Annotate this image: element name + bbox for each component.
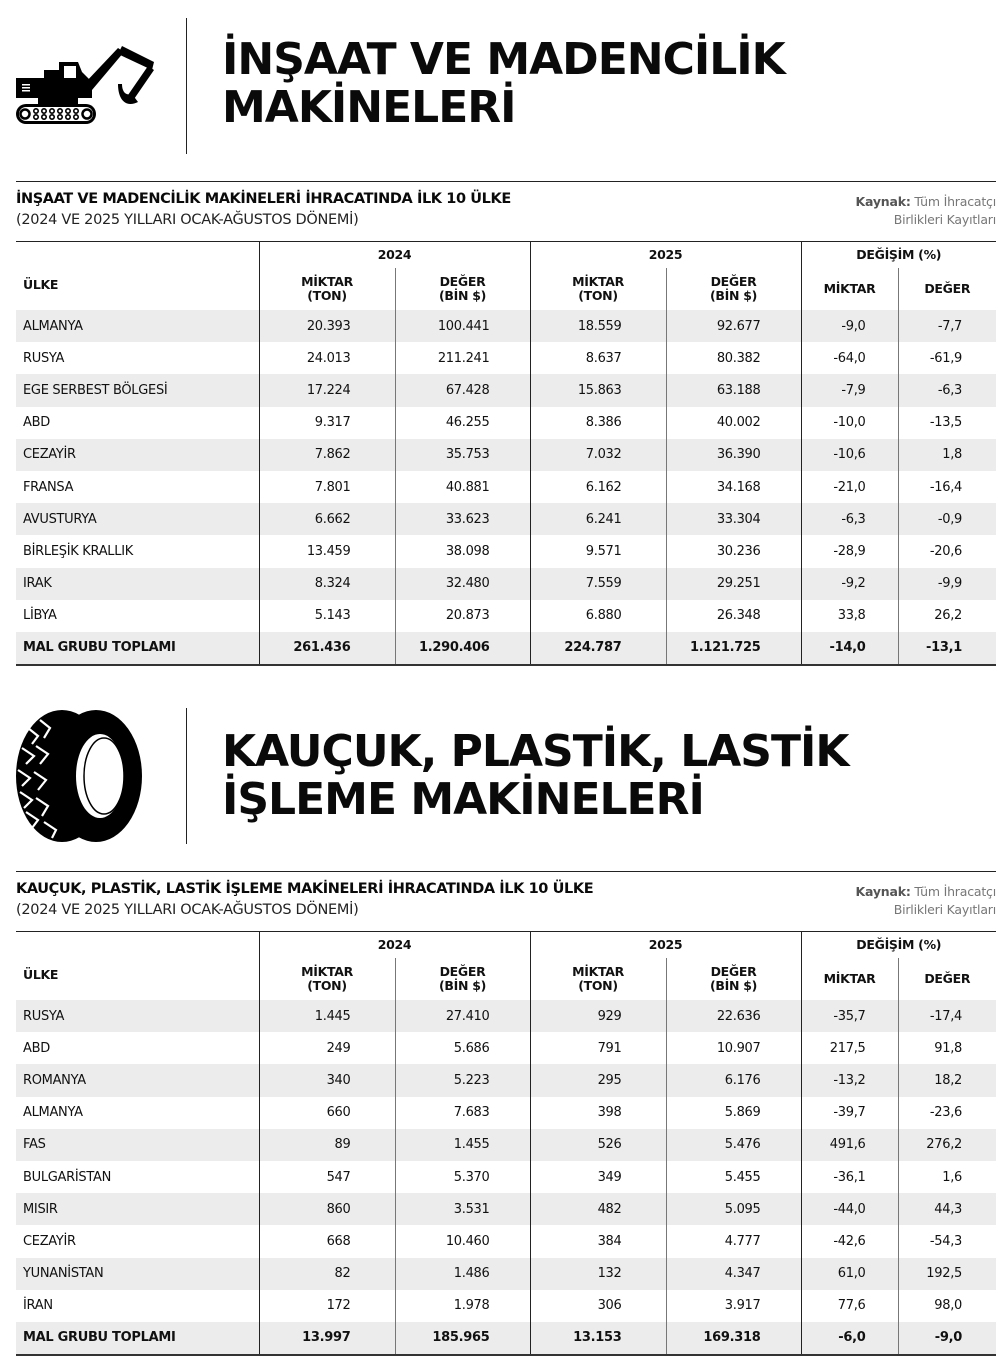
- cell-val-2025: 169.318: [666, 1322, 801, 1355]
- table-row: [16, 1193, 996, 1225]
- header-year-2024: 2024: [259, 932, 530, 959]
- cell-val-2025: 33.304: [666, 503, 801, 535]
- header-val-line1: DEĞER: [710, 274, 757, 289]
- cell-val-2024: 5.223: [395, 1064, 530, 1096]
- header-qty-2024: [259, 268, 395, 310]
- cell-country: IRAK: [16, 568, 259, 600]
- cell-change-val: 276,2: [898, 1129, 996, 1161]
- cell-country: MAL GRUBU TOPLAMI: [16, 632, 259, 665]
- cell-qty-2024: 24.013: [259, 342, 395, 374]
- cell-qty-2024: 82: [259, 1258, 395, 1290]
- cell-country: LİBYA: [23, 608, 57, 624]
- cell-val-2024: 3.531: [395, 1193, 530, 1225]
- table-row: [16, 1064, 996, 1096]
- header-val-2025: [666, 268, 801, 310]
- cell-val-2025: 4.347: [666, 1258, 801, 1290]
- cell-change-qty: -9,2: [801, 568, 898, 600]
- cell-change-qty: -14,0: [801, 632, 898, 665]
- cell-qty-2024: 8.324: [259, 568, 395, 600]
- cell-val-2024: 1.978: [395, 1290, 530, 1322]
- cell-val-2024: 5.370: [395, 1161, 530, 1193]
- cell-country: MISIR: [16, 1193, 259, 1225]
- cell-qty-2025: 8.637: [530, 342, 666, 374]
- header-change-val: DEĞER: [898, 268, 996, 310]
- cell-change-val: -9,9: [898, 568, 996, 600]
- cell-val-2024: 33.623: [395, 503, 530, 535]
- cell-qty-2025: 9.571: [530, 535, 666, 567]
- header-qty-line1: MİKTAR: [572, 274, 624, 289]
- header-qty-line2: (TON): [578, 978, 618, 993]
- table-row: [16, 1000, 996, 1032]
- cell-country: BULGARİSTAN: [23, 1169, 112, 1185]
- table-row: [16, 1225, 996, 1257]
- header-val-2024: [395, 268, 530, 310]
- cell-qty-2025: 791: [530, 1032, 666, 1064]
- cell-country: RUSYA: [16, 1000, 259, 1032]
- cell-change-qty: -7,9: [801, 374, 898, 406]
- table-row: [16, 568, 996, 600]
- cell-qty-2024: 89: [259, 1129, 395, 1161]
- cell-val-2024: 46.255: [395, 407, 530, 439]
- total-row: [16, 1322, 996, 1355]
- table-1: [16, 241, 996, 666]
- cell-val-2025: 10.907: [666, 1032, 801, 1064]
- cell-qty-2025: 13.153: [530, 1322, 666, 1355]
- cell-qty-2025: 6.162: [530, 471, 666, 503]
- section-2-top-rule: [16, 871, 996, 872]
- cell-change-qty: 77,6: [801, 1290, 898, 1322]
- cell-val-2025: 29.251: [666, 568, 801, 600]
- excavator-icon: [14, 44, 156, 130]
- cell-qty-2024: 13.459: [259, 535, 395, 567]
- table-row: [16, 1097, 996, 1129]
- cell-qty-2024: 7.801: [259, 471, 395, 503]
- header-val-line2: (BİN $): [438, 978, 486, 993]
- table-row: [16, 1258, 996, 1290]
- cell-change-val: 98,0: [898, 1290, 996, 1322]
- cell-val-2024: 35.753: [395, 439, 530, 471]
- hero-divider: [186, 708, 187, 844]
- table-row: [16, 471, 996, 503]
- tire-icon: [14, 708, 146, 848]
- header-val-line2: (BİN $): [709, 288, 757, 303]
- header-change-qty: MİKTAR: [801, 958, 898, 1000]
- cell-val-2024: 5.686: [395, 1032, 530, 1064]
- header-qty-line2: (TON): [307, 978, 347, 993]
- table-2-body: [16, 1000, 996, 1355]
- hero-title: [222, 728, 848, 824]
- cell-qty-2025: 384: [530, 1225, 666, 1257]
- cell-val-2025: 5.869: [666, 1097, 801, 1129]
- cell-val-2025: 26.348: [666, 600, 801, 632]
- cell-country: ABD: [23, 1040, 50, 1056]
- cell-change-val: 44,3: [898, 1193, 996, 1225]
- cell-val-2024: 32.480: [395, 568, 530, 600]
- cell-qty-2025: 6.241: [530, 503, 666, 535]
- cell-country: ALMANYA: [23, 1105, 83, 1121]
- header-qty-2024: [259, 958, 395, 1000]
- cell-change-val: -7,7: [898, 310, 996, 342]
- cell-change-qty: 217,5: [801, 1032, 898, 1064]
- table-1-title: İNŞAAT VE MADENCİLİK MAKİNELERİ İHRACATINDA İLK 10 ÜLKE: [16, 191, 511, 207]
- hero-divider: [186, 18, 187, 154]
- cell-qty-2024: 261.436: [259, 632, 395, 665]
- cell-country: CEZAYİR: [23, 1233, 76, 1249]
- table-row: [16, 439, 996, 471]
- source-line-1: Tüm İhracatçı: [914, 884, 996, 899]
- cell-qty-2024: 6.662: [259, 503, 395, 535]
- cell-val-2025: 30.236: [666, 535, 801, 567]
- total-row: [16, 632, 996, 665]
- cell-change-val: 192,5: [898, 1258, 996, 1290]
- cell-change-val: 18,2: [898, 1064, 996, 1096]
- cell-qty-2024: 660: [259, 1097, 395, 1129]
- cell-val-2025: 80.382: [666, 342, 801, 374]
- cell-val-2025: 36.390: [666, 439, 801, 471]
- source-label: Kaynak:: [855, 884, 911, 899]
- table-1-subtitle: (2024 VE 2025 YILLARI OCAK-AĞUSTOS DÖNEMİ): [16, 212, 359, 228]
- cell-change-qty: -39,7: [801, 1097, 898, 1129]
- cell-change-qty: 491,6: [801, 1129, 898, 1161]
- cell-country: YUNANİSTAN: [16, 1258, 259, 1290]
- cell-change-val: -13,5: [898, 407, 996, 439]
- cell-country: ALMANYA: [16, 310, 259, 342]
- table-2-subtitle: (2024 VE 2025 YILLARI OCAK-AĞUSTOS DÖNEMİ): [16, 902, 359, 918]
- cell-change-val: -61,9: [898, 342, 996, 374]
- cell-val-2025: 4.777: [666, 1225, 801, 1257]
- cell-val-2025: 22.636: [666, 1000, 801, 1032]
- cell-val-2024: 38.098: [395, 535, 530, 567]
- cell-qty-2025: 8.386: [530, 407, 666, 439]
- cell-change-val: 26,2: [898, 600, 996, 632]
- cell-val-2025: 1.121.725: [666, 632, 801, 665]
- cell-change-qty: -36,1: [801, 1161, 898, 1193]
- cell-qty-2025: 132: [530, 1258, 666, 1290]
- hero-title: [222, 36, 785, 132]
- cell-country: MAL GRUBU TOPLAMI: [16, 1322, 259, 1355]
- cell-val-2024: 27.410: [395, 1000, 530, 1032]
- hero-title-line-2: İŞLEME MAKİNELERİ: [222, 774, 704, 825]
- source-line-1: Tüm İhracatçı: [914, 194, 996, 209]
- cell-country: AVUSTURYA: [16, 503, 259, 535]
- cell-val-2025: 5.455: [666, 1161, 801, 1193]
- cell-qty-2024: 13.997: [259, 1322, 395, 1355]
- cell-change-qty: -9,0: [801, 310, 898, 342]
- cell-change-qty: -64,0: [801, 342, 898, 374]
- cell-val-2024: 185.965: [395, 1322, 530, 1355]
- cell-change-qty: -21,0: [801, 471, 898, 503]
- cell-change-qty: -10,6: [801, 439, 898, 471]
- source-line-2: Birlikleri Kayıtları: [893, 902, 996, 917]
- cell-qty-2025: 929: [530, 1000, 666, 1032]
- cell-country: ROMANYA: [16, 1064, 259, 1096]
- cell-country: İRAN: [23, 1298, 53, 1314]
- cell-val-2024: 20.873: [395, 600, 530, 632]
- cell-change-val: -9,0: [898, 1322, 996, 1355]
- header-qty-line1: MİKTAR: [301, 274, 353, 289]
- cell-qty-2024: 668: [259, 1225, 395, 1257]
- cell-change-qty: -10,0: [801, 407, 898, 439]
- cell-qty-2025: 526: [530, 1129, 666, 1161]
- header-qty-2025: [530, 268, 666, 310]
- cell-val-2024: 1.455: [395, 1129, 530, 1161]
- header-qty-line2: (TON): [307, 288, 347, 303]
- header-country: ÜLKE: [16, 932, 259, 1001]
- cell-change-qty: 33,8: [801, 600, 898, 632]
- cell-change-val: -54,3: [898, 1225, 996, 1257]
- table-row: [16, 342, 996, 374]
- header-val-2024: [395, 958, 530, 1000]
- table-2-source: [855, 883, 996, 919]
- cell-country: ABD: [23, 415, 50, 431]
- hero-title-line-1: İNŞAAT VE MADENCİLİK: [222, 34, 785, 85]
- header-val-line1: DEĞER: [710, 964, 757, 979]
- header-val-line2: (BİN $): [709, 978, 757, 993]
- cell-qty-2024: 547: [259, 1161, 395, 1193]
- cell-qty-2024: 172: [259, 1290, 395, 1322]
- cell-change-qty: 61,0: [801, 1258, 898, 1290]
- cell-val-2025: 34.168: [666, 471, 801, 503]
- hero-title-line-2: MAKİNELERİ: [222, 82, 516, 133]
- cell-country: RUSYA: [23, 350, 65, 366]
- cell-change-val: 1,8: [898, 439, 996, 471]
- cell-change-qty: -6,0: [801, 1322, 898, 1355]
- header-qty-2025: [530, 958, 666, 1000]
- cell-change-qty: -13,2: [801, 1064, 898, 1096]
- cell-val-2025: 63.188: [666, 374, 801, 406]
- cell-country: FAS: [16, 1129, 259, 1161]
- cell-qty-2025: 306: [530, 1290, 666, 1322]
- cell-val-2024: 1.290.406: [395, 632, 530, 665]
- header-year-2025: 2025: [530, 932, 801, 959]
- cell-country: EGE SERBEST BÖLGESİ: [16, 374, 259, 406]
- cell-val-2024: 100.441: [395, 310, 530, 342]
- header-val-2025: [666, 958, 801, 1000]
- cell-val-2024: 7.683: [395, 1097, 530, 1129]
- cell-qty-2024: 7.862: [259, 439, 395, 471]
- cell-qty-2025: 295: [530, 1064, 666, 1096]
- table-row: [16, 1161, 996, 1193]
- cell-qty-2024: 17.224: [259, 374, 395, 406]
- table-1-body: [16, 310, 996, 665]
- cell-qty-2024: 860: [259, 1193, 395, 1225]
- header-year-2025: 2025: [530, 242, 801, 269]
- cell-qty-2025: 398: [530, 1097, 666, 1129]
- cell-country: FRANSA: [23, 479, 74, 495]
- table-2: [16, 931, 996, 1356]
- header-qty-line2: (TON): [578, 288, 618, 303]
- cell-change-val: -16,4: [898, 471, 996, 503]
- cell-qty-2024: 249: [259, 1032, 395, 1064]
- cell-change-qty: -28,9: [801, 535, 898, 567]
- table-2-title: KAUÇUK, PLASTİK, LASTİK İŞLEME MAKİNELERİ İHRACATINDA İLK 10 ÜLKE: [16, 881, 594, 897]
- cell-val-2025: 5.095: [666, 1193, 801, 1225]
- cell-val-2025: 5.476: [666, 1129, 801, 1161]
- cell-val-2024: 67.428: [395, 374, 530, 406]
- table-row: [16, 1129, 996, 1161]
- cell-val-2024: 211.241: [395, 342, 530, 374]
- cell-val-2024: 1.486: [395, 1258, 530, 1290]
- cell-val-2025: 40.002: [666, 407, 801, 439]
- cell-qty-2025: 6.880: [530, 600, 666, 632]
- cell-qty-2025: 7.559: [530, 568, 666, 600]
- cell-qty-2024: 1.445: [259, 1000, 395, 1032]
- cell-qty-2025: 349: [530, 1161, 666, 1193]
- header-country: ÜLKE: [16, 242, 259, 311]
- cell-qty-2024: 340: [259, 1064, 395, 1096]
- table-row: [16, 503, 996, 535]
- cell-qty-2025: 224.787: [530, 632, 666, 665]
- table-row: [16, 535, 996, 567]
- cell-change-val: 91,8: [898, 1032, 996, 1064]
- cell-qty-2025: 7.032: [530, 439, 666, 471]
- header-change-val: DEĞER: [898, 958, 996, 1000]
- cell-qty-2025: 18.559: [530, 310, 666, 342]
- hero-title-line-1: KAUÇUK, PLASTİK, LASTİK: [222, 726, 849, 777]
- table-row: [16, 310, 996, 342]
- cell-qty-2024: 9.317: [259, 407, 395, 439]
- cell-change-val: -23,6: [898, 1097, 996, 1129]
- cell-change-qty: -42,6: [801, 1225, 898, 1257]
- header-year-2024: 2024: [259, 242, 530, 269]
- cell-change-val: -17,4: [898, 1000, 996, 1032]
- cell-qty-2024: 20.393: [259, 310, 395, 342]
- header-val-line1: DEĞER: [439, 274, 486, 289]
- cell-qty-2025: 15.863: [530, 374, 666, 406]
- header-change: DEĞİŞİM (%): [801, 242, 996, 269]
- cell-change-qty: -35,7: [801, 1000, 898, 1032]
- header-qty-line1: MİKTAR: [301, 964, 353, 979]
- table-row: [16, 1032, 996, 1064]
- section-2-hero: [0, 708, 1008, 848]
- cell-qty-2024: 5.143: [259, 600, 395, 632]
- cell-qty-2025: 482: [530, 1193, 666, 1225]
- header-val-line2: (BİN $): [438, 288, 486, 303]
- header-change: DEĞİŞİM (%): [801, 932, 996, 959]
- cell-change-val: -6,3: [898, 374, 996, 406]
- section-1-hero: [0, 18, 1008, 158]
- header-qty-line1: MİKTAR: [572, 964, 624, 979]
- table-row: [16, 600, 996, 632]
- cell-change-qty: -6,3: [801, 503, 898, 535]
- cell-val-2025: 6.176: [666, 1064, 801, 1096]
- cell-change-qty: -44,0: [801, 1193, 898, 1225]
- header-change-qty: MİKTAR: [801, 268, 898, 310]
- header-val-line1: DEĞER: [439, 964, 486, 979]
- cell-val-2025: 3.917: [666, 1290, 801, 1322]
- source-label: Kaynak:: [855, 194, 911, 209]
- cell-country: BİRLEŞİK KRALLIK: [23, 543, 133, 559]
- cell-val-2025: 92.677: [666, 310, 801, 342]
- table-row: [16, 374, 996, 406]
- table-row: [16, 1290, 996, 1322]
- cell-change-val: 1,6: [898, 1161, 996, 1193]
- cell-change-val: -20,6: [898, 535, 996, 567]
- cell-country: CEZAYİR: [16, 439, 259, 471]
- table-1-source: [855, 193, 996, 229]
- cell-change-val: -0,9: [898, 503, 996, 535]
- cell-val-2024: 10.460: [395, 1225, 530, 1257]
- table-row: [16, 407, 996, 439]
- section-1-top-rule: [16, 181, 996, 182]
- source-line-2: Birlikleri Kayıtları: [893, 212, 996, 227]
- cell-val-2024: 40.881: [395, 471, 530, 503]
- cell-change-val: -13,1: [898, 632, 996, 665]
